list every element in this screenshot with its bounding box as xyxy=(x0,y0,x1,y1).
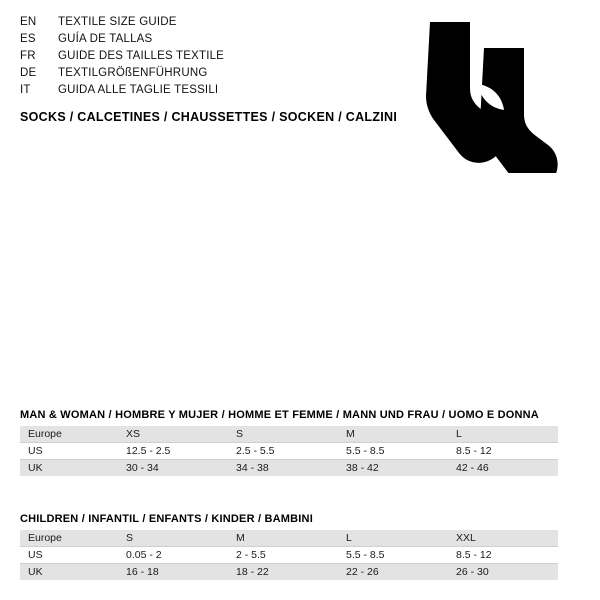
language-list xyxy=(20,16,360,101)
cell: 38 - 42 xyxy=(338,460,448,477)
table-row xyxy=(20,426,558,443)
socks-icon xyxy=(408,18,573,173)
section-title: MAN & WOMAN / HOMBRE Y MUJER / HOMME ET FEMME / MANN UND FRAU / UOMO E DONNA xyxy=(20,409,539,421)
row-label: UK xyxy=(20,460,118,477)
row-label: Europe xyxy=(20,426,118,443)
language-text: TEXTILGRÖßENFÜHRUNG xyxy=(58,67,208,79)
cell: 16 - 18 xyxy=(118,564,228,581)
size-table-man-woman xyxy=(20,426,558,476)
language-code: FR xyxy=(20,50,36,62)
cell: 26 - 30 xyxy=(448,564,558,581)
cell: XXL xyxy=(448,530,558,547)
cell: 5.5 - 8.5 xyxy=(338,547,448,564)
cell: S xyxy=(118,530,228,547)
language-row xyxy=(20,33,360,50)
table-row xyxy=(20,443,558,460)
row-label: US xyxy=(20,547,118,564)
cell: 2.5 - 5.5 xyxy=(228,443,338,460)
table-row xyxy=(20,564,558,581)
table-row xyxy=(20,530,558,547)
language-row xyxy=(20,84,360,101)
cell: 0.05 - 2 xyxy=(118,547,228,564)
cell: S xyxy=(228,426,338,443)
language-text: TEXTILE SIZE GUIDE xyxy=(58,16,177,28)
cell: XS xyxy=(118,426,228,443)
cell: 5.5 - 8.5 xyxy=(338,443,448,460)
language-row xyxy=(20,67,360,84)
cell: L xyxy=(448,426,558,443)
cell: 8.5 - 12 xyxy=(448,443,558,460)
cell: 42 - 46 xyxy=(448,460,558,477)
cell: 22 - 26 xyxy=(338,564,448,581)
row-label: Europe xyxy=(20,530,118,547)
cell: 34 - 38 xyxy=(228,460,338,477)
table-row xyxy=(20,547,558,564)
row-label: US xyxy=(20,443,118,460)
language-text: GUIDE DES TAILLES TEXTILE xyxy=(58,50,225,62)
cell: L xyxy=(338,530,448,547)
language-text: GUIDA ALLE TAGLIE TESSILI xyxy=(58,84,219,96)
table-section-children xyxy=(20,513,580,580)
language-code: DE xyxy=(20,67,37,79)
language-code: EN xyxy=(20,16,37,28)
table-row xyxy=(20,460,558,477)
page-subtitle: SOCKS / CALCETINES / CHAUSSETTES / SOCKEN / CALZINI xyxy=(20,110,398,124)
cell: 2 - 5.5 xyxy=(228,547,338,564)
section-title: CHILDREN / INFANTIL / ENFANTS / KINDER / BAMBINI xyxy=(20,513,313,525)
size-table-children xyxy=(20,530,558,580)
cell: M xyxy=(338,426,448,443)
language-code: IT xyxy=(20,84,31,96)
cell: 30 - 34 xyxy=(118,460,228,477)
cell: 8.5 - 12 xyxy=(448,547,558,564)
language-text: GUÍA DE TALLAS xyxy=(58,33,153,45)
language-row xyxy=(20,16,360,33)
table-section-man-woman xyxy=(20,409,580,476)
row-label: UK xyxy=(20,564,118,581)
language-code: ES xyxy=(20,33,36,45)
cell: 12.5 - 2.5 xyxy=(118,443,228,460)
language-row xyxy=(20,50,360,67)
cell: 18 - 22 xyxy=(228,564,338,581)
cell: M xyxy=(228,530,338,547)
